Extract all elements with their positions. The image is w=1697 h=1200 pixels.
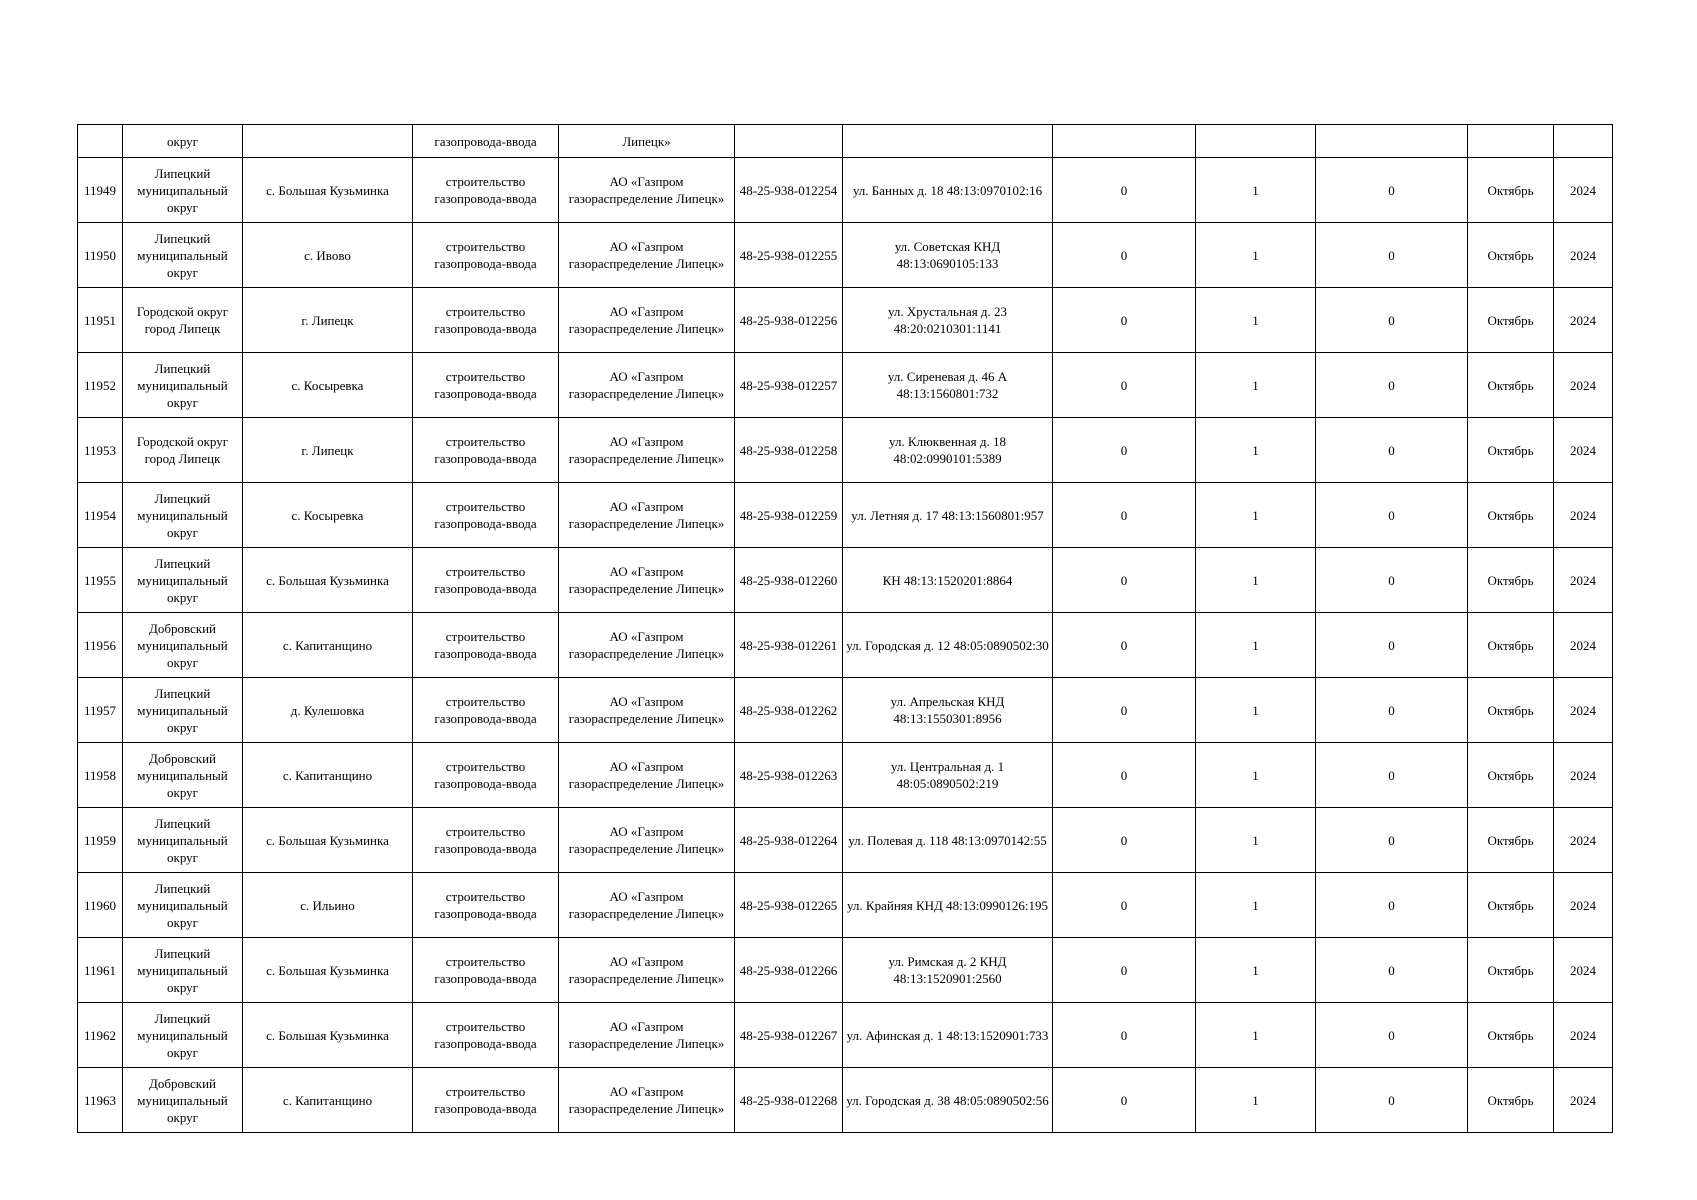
cell-district: Липецкий муниципальный округ — [123, 1003, 243, 1068]
cell-value-1: 0 — [1053, 678, 1196, 743]
cell-value-3: 0 — [1316, 1003, 1468, 1068]
cell-value-2: 1 — [1196, 1068, 1316, 1133]
table-row — [78, 808, 1613, 873]
cell-value-1: 0 — [1053, 1003, 1196, 1068]
cell-work-type: строительство газопровода-ввода — [413, 483, 559, 548]
cell-settlement: с. Косыревка — [243, 483, 413, 548]
cell-number: 11953 — [78, 418, 123, 483]
cell-value-1 — [1053, 125, 1196, 158]
cell-code — [735, 125, 843, 158]
cell-value-3: 0 — [1316, 743, 1468, 808]
cell-organization: АО «Газпром газораспределение Липецк» — [559, 743, 735, 808]
cell-address: ул. Крайняя КНД 48:13:0990126:195 — [843, 873, 1053, 938]
cell-district: Добровский муниципальный округ — [123, 1068, 243, 1133]
cell-value-2: 1 — [1196, 288, 1316, 353]
cell-work-type: строительство газопровода-ввода — [413, 678, 559, 743]
cell-settlement: с. Ивово — [243, 223, 413, 288]
cell-address: ул. Клюквенная д. 18 48:02:0990101:5389 — [843, 418, 1053, 483]
cell-month: Октябрь — [1468, 483, 1554, 548]
cell-number: 11957 — [78, 678, 123, 743]
cell-code: 48-25-938-012261 — [735, 613, 843, 678]
table-row — [78, 288, 1613, 353]
cell-organization: Липецк» — [559, 125, 735, 158]
table-row — [78, 678, 1613, 743]
cell-month: Октябрь — [1468, 873, 1554, 938]
cell-number: 11961 — [78, 938, 123, 1003]
cell-value-3: 0 — [1316, 613, 1468, 678]
cell-number: 11959 — [78, 808, 123, 873]
cell-value-1: 0 — [1053, 288, 1196, 353]
cell-value-3: 0 — [1316, 938, 1468, 1003]
cell-value-2: 1 — [1196, 938, 1316, 1003]
cell-year: 2024 — [1554, 158, 1613, 223]
cell-organization: АО «Газпром газораспределение Липецк» — [559, 808, 735, 873]
cell-address — [843, 125, 1053, 158]
cell-value-3: 0 — [1316, 873, 1468, 938]
cell-value-2: 1 — [1196, 223, 1316, 288]
cell-value-1: 0 — [1053, 158, 1196, 223]
cell-code: 48-25-938-012265 — [735, 873, 843, 938]
cell-value-1: 0 — [1053, 808, 1196, 873]
cell-address: ул. Афинская д. 1 48:13:1520901:733 — [843, 1003, 1053, 1068]
cell-district: Добровский муниципальный округ — [123, 743, 243, 808]
cell-number: 11951 — [78, 288, 123, 353]
cell-number: 11955 — [78, 548, 123, 613]
cell-address: ул. Городская д. 38 48:05:0890502:56 — [843, 1068, 1053, 1133]
cell-value-1: 0 — [1053, 223, 1196, 288]
cell-value-1: 0 — [1053, 938, 1196, 1003]
cell-month: Октябрь — [1468, 808, 1554, 873]
cell-number: 11962 — [78, 1003, 123, 1068]
cell-code: 48-25-938-012266 — [735, 938, 843, 1003]
cell-value-3: 0 — [1316, 418, 1468, 483]
records-table — [77, 124, 1613, 1133]
cell-year: 2024 — [1554, 938, 1613, 1003]
cell-value-1: 0 — [1053, 1068, 1196, 1133]
cell-value-2: 1 — [1196, 158, 1316, 223]
cell-value-2: 1 — [1196, 483, 1316, 548]
cell-code: 48-25-938-012267 — [735, 1003, 843, 1068]
cell-organization: АО «Газпром газораспределение Липецк» — [559, 938, 735, 1003]
cell-district: Липецкий муниципальный округ — [123, 158, 243, 223]
cell-organization: АО «Газпром газораспределение Липецк» — [559, 483, 735, 548]
cell-value-1: 0 — [1053, 548, 1196, 613]
cell-month: Октябрь — [1468, 678, 1554, 743]
cell-settlement: с. Большая Кузьминка — [243, 1003, 413, 1068]
table-row — [78, 418, 1613, 483]
cell-month: Октябрь — [1468, 1003, 1554, 1068]
table-row — [78, 938, 1613, 1003]
cell-month: Октябрь — [1468, 613, 1554, 678]
cell-code: 48-25-938-012256 — [735, 288, 843, 353]
cell-year: 2024 — [1554, 223, 1613, 288]
cell-district: Липецкий муниципальный округ — [123, 808, 243, 873]
cell-code: 48-25-938-012259 — [735, 483, 843, 548]
cell-address: ул. Римская д. 2 КНД 48:13:1520901:2560 — [843, 938, 1053, 1003]
cell-work-type: строительство газопровода-ввода — [413, 158, 559, 223]
cell-address: ул. Летняя д. 17 48:13:1560801:957 — [843, 483, 1053, 548]
cell-work-type: строительство газопровода-ввода — [413, 223, 559, 288]
cell-address: ул. Апрельская КНД 48:13:1550301:8956 — [843, 678, 1053, 743]
cell-settlement: с. Капитанщино — [243, 1068, 413, 1133]
cell-address: ул. Городская д. 12 48:05:0890502:30 — [843, 613, 1053, 678]
cell-number: 11952 — [78, 353, 123, 418]
cell-settlement: с. Большая Кузьминка — [243, 938, 413, 1003]
cell-year: 2024 — [1554, 548, 1613, 613]
cell-organization: АО «Газпром газораспределение Липецк» — [559, 353, 735, 418]
cell-organization: АО «Газпром газораспределение Липецк» — [559, 223, 735, 288]
cell-organization: АО «Газпром газораспределение Липецк» — [559, 873, 735, 938]
cell-organization: АО «Газпром газораспределение Липецк» — [559, 1068, 735, 1133]
cell-address: ул. Хрустальная д. 23 48:20:0210301:1141 — [843, 288, 1053, 353]
cell-settlement: д. Кулешовка — [243, 678, 413, 743]
cell-value-3: 0 — [1316, 158, 1468, 223]
cell-value-1: 0 — [1053, 743, 1196, 808]
cell-settlement: с. Большая Кузьминка — [243, 158, 413, 223]
cell-district: Липецкий муниципальный округ — [123, 483, 243, 548]
cell-month: Октябрь — [1468, 158, 1554, 223]
cell-address: КН 48:13:1520201:8864 — [843, 548, 1053, 613]
cell-value-2: 1 — [1196, 678, 1316, 743]
cell-value-2: 1 — [1196, 743, 1316, 808]
cell-value-3: 0 — [1316, 223, 1468, 288]
cell-value-3 — [1316, 125, 1468, 158]
cell-code: 48-25-938-012263 — [735, 743, 843, 808]
cell-value-1: 0 — [1053, 353, 1196, 418]
cell-value-3: 0 — [1316, 548, 1468, 613]
cell-organization: АО «Газпром газораспределение Липецк» — [559, 418, 735, 483]
cell-work-type: строительство газопровода-ввода — [413, 418, 559, 483]
cell-month: Октябрь — [1468, 418, 1554, 483]
cell-value-3: 0 — [1316, 678, 1468, 743]
cell-work-type: строительство газопровода-ввода — [413, 353, 559, 418]
cell-code: 48-25-938-012264 — [735, 808, 843, 873]
cell-value-2: 1 — [1196, 548, 1316, 613]
cell-work-type: строительство газопровода-ввода — [413, 873, 559, 938]
cell-work-type: строительство газопровода-ввода — [413, 743, 559, 808]
cell-district: Добровский муниципальный округ — [123, 613, 243, 678]
cell-work-type: строительство газопровода-ввода — [413, 288, 559, 353]
cell-year: 2024 — [1554, 418, 1613, 483]
cell-address: ул. Советская КНД 48:13:0690105:133 — [843, 223, 1053, 288]
cell-value-2: 1 — [1196, 1003, 1316, 1068]
cell-district: Липецкий муниципальный округ — [123, 223, 243, 288]
cell-district: Липецкий муниципальный округ — [123, 548, 243, 613]
cell-work-type: газопровода-ввода — [413, 125, 559, 158]
cell-organization: АО «Газпром газораспределение Липецк» — [559, 158, 735, 223]
cell-organization: АО «Газпром газораспределение Липецк» — [559, 1003, 735, 1068]
cell-settlement — [243, 125, 413, 158]
cell-month: Октябрь — [1468, 1068, 1554, 1133]
table-row — [78, 1068, 1613, 1133]
cell-year — [1554, 125, 1613, 158]
cell-code: 48-25-938-012255 — [735, 223, 843, 288]
cell-value-2: 1 — [1196, 418, 1316, 483]
cell-code: 48-25-938-012254 — [735, 158, 843, 223]
cell-district: Липецкий муниципальный округ — [123, 938, 243, 1003]
cell-district: Липецкий муниципальный округ — [123, 678, 243, 743]
table-row — [78, 353, 1613, 418]
cell-work-type: строительство газопровода-ввода — [413, 613, 559, 678]
cell-month: Октябрь — [1468, 743, 1554, 808]
cell-code: 48-25-938-012257 — [735, 353, 843, 418]
cell-address: ул. Сиреневая д. 46 А 48:13:1560801:732 — [843, 353, 1053, 418]
cell-settlement: с. Косыревка — [243, 353, 413, 418]
cell-settlement: с. Большая Кузьминка — [243, 548, 413, 613]
table-row — [78, 158, 1613, 223]
cell-value-3: 0 — [1316, 353, 1468, 418]
table-row — [78, 483, 1613, 548]
cell-year: 2024 — [1554, 613, 1613, 678]
cell-month — [1468, 125, 1554, 158]
cell-year: 2024 — [1554, 1068, 1613, 1133]
table-row — [78, 873, 1613, 938]
cell-year: 2024 — [1554, 808, 1613, 873]
cell-value-1: 0 — [1053, 873, 1196, 938]
cell-work-type: строительство газопровода-ввода — [413, 938, 559, 1003]
cell-year: 2024 — [1554, 873, 1613, 938]
cell-work-type: строительство газопровода-ввода — [413, 1068, 559, 1133]
cell-year: 2024 — [1554, 743, 1613, 808]
cell-year: 2024 — [1554, 678, 1613, 743]
cell-month: Октябрь — [1468, 353, 1554, 418]
cell-number: 11956 — [78, 613, 123, 678]
cell-month: Октябрь — [1468, 938, 1554, 1003]
cell-value-2: 1 — [1196, 873, 1316, 938]
cell-month: Октябрь — [1468, 223, 1554, 288]
cell-address: ул. Центральная д. 1 48:05:0890502:219 — [843, 743, 1053, 808]
cell-number: 11963 — [78, 1068, 123, 1133]
cell-value-2 — [1196, 125, 1316, 158]
cell-value-1: 0 — [1053, 483, 1196, 548]
cell-settlement: г. Липецк — [243, 418, 413, 483]
cell-code: 48-25-938-012268 — [735, 1068, 843, 1133]
cell-organization: АО «Газпром газораспределение Липецк» — [559, 288, 735, 353]
cell-number: 11950 — [78, 223, 123, 288]
cell-address: ул. Полевая д. 118 48:13:0970142:55 — [843, 808, 1053, 873]
cell-value-3: 0 — [1316, 483, 1468, 548]
cell-code: 48-25-938-012258 — [735, 418, 843, 483]
cell-settlement: с. Большая Кузьминка — [243, 808, 413, 873]
cell-value-3: 0 — [1316, 288, 1468, 353]
cell-code: 48-25-938-012262 — [735, 678, 843, 743]
cell-value-2: 1 — [1196, 353, 1316, 418]
cell-work-type: строительство газопровода-ввода — [413, 548, 559, 613]
table-row — [78, 743, 1613, 808]
cell-value-1: 0 — [1053, 418, 1196, 483]
cell-settlement: с. Капитанщино — [243, 743, 413, 808]
cell-district: Липецкий муниципальный округ — [123, 353, 243, 418]
cell-year: 2024 — [1554, 1003, 1613, 1068]
table-row — [78, 1003, 1613, 1068]
cell-organization: АО «Газпром газораспределение Липецк» — [559, 678, 735, 743]
cell-district: Липецкий муниципальный округ — [123, 873, 243, 938]
cell-value-3: 0 — [1316, 808, 1468, 873]
cell-year: 2024 — [1554, 353, 1613, 418]
cell-settlement: с. Капитанщино — [243, 613, 413, 678]
table-row — [78, 223, 1613, 288]
cell-month: Октябрь — [1468, 288, 1554, 353]
table-row-continued — [78, 125, 1613, 158]
cell-value-3: 0 — [1316, 1068, 1468, 1133]
cell-number — [78, 125, 123, 158]
cell-value-1: 0 — [1053, 613, 1196, 678]
cell-number: 11949 — [78, 158, 123, 223]
cell-year: 2024 — [1554, 288, 1613, 353]
cell-settlement: г. Липецк — [243, 288, 413, 353]
cell-number: 11954 — [78, 483, 123, 548]
table-row — [78, 548, 1613, 613]
cell-value-2: 1 — [1196, 808, 1316, 873]
cell-year: 2024 — [1554, 483, 1613, 548]
cell-district: округ — [123, 125, 243, 158]
cell-settlement: с. Ильино — [243, 873, 413, 938]
cell-district: Городской округ город Липецк — [123, 418, 243, 483]
cell-number: 11958 — [78, 743, 123, 808]
cell-month: Октябрь — [1468, 548, 1554, 613]
cell-number: 11960 — [78, 873, 123, 938]
cell-organization: АО «Газпром газораспределение Липецк» — [559, 613, 735, 678]
cell-work-type: строительство газопровода-ввода — [413, 808, 559, 873]
cell-district: Городской округ город Липецк — [123, 288, 243, 353]
cell-work-type: строительство газопровода-ввода — [413, 1003, 559, 1068]
cell-organization: АО «Газпром газораспределение Липецк» — [559, 548, 735, 613]
table-row — [78, 613, 1613, 678]
cell-code: 48-25-938-012260 — [735, 548, 843, 613]
cell-value-2: 1 — [1196, 613, 1316, 678]
cell-address: ул. Банных д. 18 48:13:0970102:16 — [843, 158, 1053, 223]
